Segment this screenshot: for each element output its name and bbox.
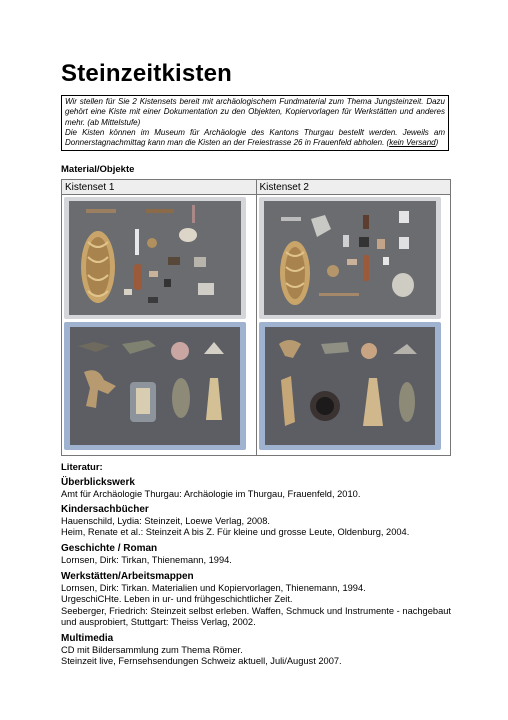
lit-entry: CD mit Bildersammlung zum Thema Römer. [61,645,243,655]
kit-2-box-b-photo [259,322,441,450]
literature-heading: Literatur: [61,462,103,473]
lit-section-workshops [61,570,451,629]
lit-section-overview [61,476,451,500]
lit-entry: UrgeschiCHte. Leben in ur- und frühgeschichtlicher Zeit. [61,594,293,605]
intro-paragraph-1: Wir stellen für Sie 2 Kistensets bereit mit archäologischem Fundmaterial zum Thema Jungsteinzeit. Dazu gehört eine Kiste mit einer Dokumentation zu den Objekten, Kopiervorlagen für Werkstätten und anderes mehr. (ab Mittelstufe) [65,97,445,127]
lit-entry: Lornsen, Dirk: Tirkan, Thienemann, 1994. [61,555,232,565]
kit-1-header: Kistenset 1 [62,180,257,195]
lit-section-title: Multimedia [61,633,114,644]
page-title: Steinzeitkisten [61,60,233,87]
lit-section-multimedia [61,632,451,668]
kein-versand-link[interactable]: kein Versand [389,138,436,148]
lit-section-title: Kindersachbücher [61,504,149,515]
intro-paragraph-2-end: ) [435,138,439,148]
lit-section-title: Geschichte / Roman [61,543,158,554]
kit-2-box-a-photo [259,197,441,319]
lit-entry: Amt für Archäologie Thurgau: Archäologie im Thurgau, Frauenfeld, 2010. [61,489,361,499]
intro-box [61,95,449,151]
kit-1-box-a-photo [64,197,246,319]
lit-section-novel [61,542,451,566]
lit-entry: Seeberger, Friedrich: Steinzeit selbst erleben. Waffen, Schmuck und Instrumente - nachgebaut und ausprobiert, Stuttgart: Theiss Verlag, 2002. [61,605,451,628]
kit-1-box-b-photo [64,322,246,450]
lit-entry: Lornsen, Dirk: Tirkan. Materialien und Kopiervorlagen, Thienemann, 1994. [61,583,366,593]
lit-entry: Hauenschild, Lydia: Steinzeit, Loewe Verlag, 2008. [61,516,270,526]
kit-2-header: Kistenset 2 [256,180,451,195]
intro-paragraph-2-text: Die Kisten können im Museum für Archäologie des Kantons Thurgau bestellt werden. Jeweils am Donnerstagnachmittag kann man die Kisten an der Freiestrasse 26 in Frauenfeld abholen. ( [65,127,445,148]
lit-section-title: Werkstätten/Arbeitsmappen [61,571,194,582]
lit-entry: Steinzeit live, Fernsehsendungen Schweiz aktuell, Juli/August 2007. [61,656,342,667]
material-heading: Material/Objekte [61,164,135,175]
intro-paragraph-2 [65,128,445,149]
lit-section-children [61,503,451,539]
lit-section-title: Überblickswerk [61,477,135,488]
lit-entry: Heim, Renate et al.: Steinzeit A bis Z. Für kleine und grosse Leute, Oldenburg, 2004. [61,527,410,538]
